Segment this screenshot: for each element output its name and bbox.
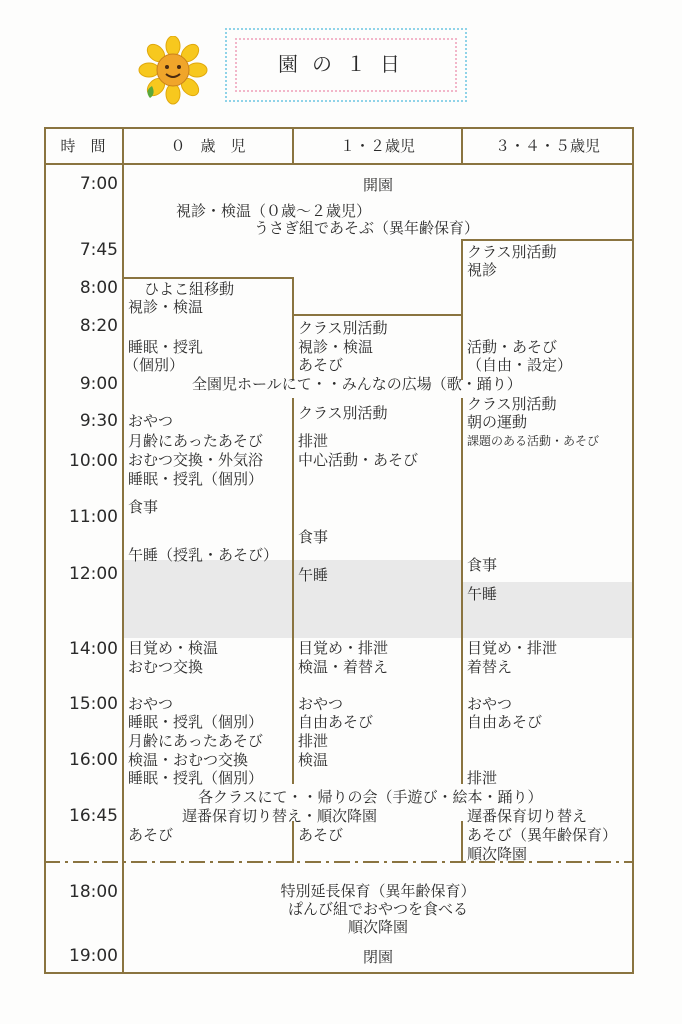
late-shift: 遅番保育切り替え・順次降園 [182, 807, 378, 825]
col0-item: ひよこ組移動 [144, 280, 235, 298]
header-time: 時 間 [60, 137, 106, 155]
time-label: 12:00 [69, 564, 118, 584]
table-border-right [632, 127, 634, 974]
table-border-left [44, 127, 46, 974]
col0-item: （個別） [124, 356, 185, 374]
col0-item: 睡眠・授乳（個別） [128, 470, 264, 488]
col1-item: 視診・検温 [298, 338, 374, 356]
time-label: 16:45 [69, 806, 118, 826]
col2-item: 遅番保育切り替え [467, 807, 588, 825]
col2-divider-c [461, 821, 463, 863]
time-label: 8:20 [79, 316, 118, 336]
time-label: 7:45 [79, 240, 118, 260]
col0-item: 食事 [128, 498, 159, 516]
col0-item: おむつ交換・外気浴 [128, 451, 264, 469]
col1-item: クラス別活動 [298, 319, 388, 337]
close-label: 閉園 [362, 948, 393, 966]
col0-item: 視診・検温 [128, 298, 204, 316]
col2-item: 食事 [467, 556, 498, 574]
col0-item: 月齢にあったあそび [128, 432, 263, 450]
col0-item: おやつ [128, 695, 174, 713]
time-label: 7:00 [79, 174, 118, 194]
col2-item: （自由・設定） [467, 356, 573, 374]
col1-item: あそび [298, 356, 344, 374]
col1-item: 午睡 [298, 566, 329, 584]
dash-dot-separator [44, 860, 634, 864]
col1-item: クラス別活動 [298, 404, 388, 422]
col2-item: 視診 [467, 261, 498, 279]
header-divider [44, 163, 634, 165]
col2-item: 排泄 [467, 769, 498, 787]
header-col1: １・２歳児 [339, 137, 415, 155]
col1-item: あそび [298, 826, 344, 844]
time-label: 11:00 [69, 507, 118, 527]
col1-item: 検温・着替え [298, 658, 389, 676]
col1-item: 排泄 [298, 732, 329, 750]
open-label: 開園 [362, 176, 393, 194]
col2-item: 順次降園 [467, 845, 528, 863]
col1-item: 中心活動・あそび [298, 451, 419, 469]
col0-item: 午睡（授乳・あそび） [128, 546, 279, 564]
col0-item: おむつ交換 [128, 658, 204, 676]
col0-divider-a [292, 277, 294, 380]
time-label: 19:00 [69, 946, 118, 966]
col2-item: 午睡 [467, 585, 498, 603]
page-title: 園の１日 [278, 52, 414, 76]
table-border-top [44, 127, 634, 129]
extended-care: 特別延長保育（異年齢保育） [280, 882, 476, 900]
morning-play: うさぎ組であそぶ（異年齢保育） [254, 219, 480, 237]
col2-item: あそび（異年齢保育） [467, 826, 618, 844]
sunflower-icon [138, 36, 208, 106]
col2-item: 目覚め・排泄 [467, 639, 558, 657]
time-label: 8:00 [79, 278, 118, 298]
col1-item: おやつ [298, 695, 344, 713]
time-label: 14:00 [69, 639, 118, 659]
col0-item: あそび [128, 826, 174, 844]
col1-start-line [292, 314, 463, 316]
col1-item: 排泄 [298, 432, 329, 450]
col0-item: 検温・おむつ交換 [128, 751, 249, 769]
time-label: 18:00 [69, 882, 118, 902]
hall-activity: 全園児ホールにて・・みんなの広場（歌・踊り） [192, 375, 522, 393]
time-label: 9:00 [79, 374, 118, 394]
col2-start-line [461, 239, 634, 241]
title-box [225, 28, 467, 102]
time-label: 10:00 [69, 451, 118, 471]
extended-leave: 順次降園 [347, 918, 408, 936]
col2-item: クラス別活動 [467, 243, 557, 261]
col0-item: 月齢にあったあそび [128, 732, 263, 750]
col0-item: 睡眠・授乳（個別） [128, 713, 264, 731]
col2-item: おやつ [467, 695, 513, 713]
col0-item: 目覚め・検温 [128, 639, 219, 657]
goodbye-meeting: 各クラスにて・・帰りの会（手遊び・絵本・踊り） [198, 788, 543, 806]
time-column-divider [122, 127, 124, 974]
col0-item: 睡眠・授乳（個別） [128, 769, 264, 787]
col2-divider [461, 239, 463, 380]
time-label: 9:30 [79, 411, 118, 431]
col2-item: 自由あそび [467, 713, 543, 731]
extended-snack: ぱんび組でおやつを食べる [287, 900, 468, 918]
col2-item: 着替え [467, 658, 513, 676]
col0-start-line [122, 277, 294, 279]
time-label: 15:00 [69, 694, 118, 714]
col1-item: 検温 [298, 751, 329, 769]
col1-item: 自由あそび [298, 713, 374, 731]
table-border-bottom [44, 972, 634, 974]
nap-shade-col0 [124, 560, 292, 638]
col0-divider-c [292, 821, 294, 863]
col2-item: クラス別活動 [467, 395, 557, 413]
col2-item: 朝の運動 [467, 413, 528, 431]
col0-item: 睡眠・授乳 [128, 338, 204, 356]
header-col2: ３・４・５歳児 [494, 137, 600, 155]
col2-item: 活動・あそび [467, 338, 558, 356]
col0-item: おやつ [128, 412, 174, 430]
morning-check: 視診・検温（０歳～２歳児） [176, 202, 372, 220]
col2-item: 課題のある活動・あそび [467, 434, 600, 448]
col1-item: 目覚め・排泄 [298, 639, 389, 657]
col1-item: 食事 [298, 528, 329, 546]
header-col0: ０ 歳 児 [170, 137, 246, 155]
time-label: 16:00 [69, 750, 118, 770]
